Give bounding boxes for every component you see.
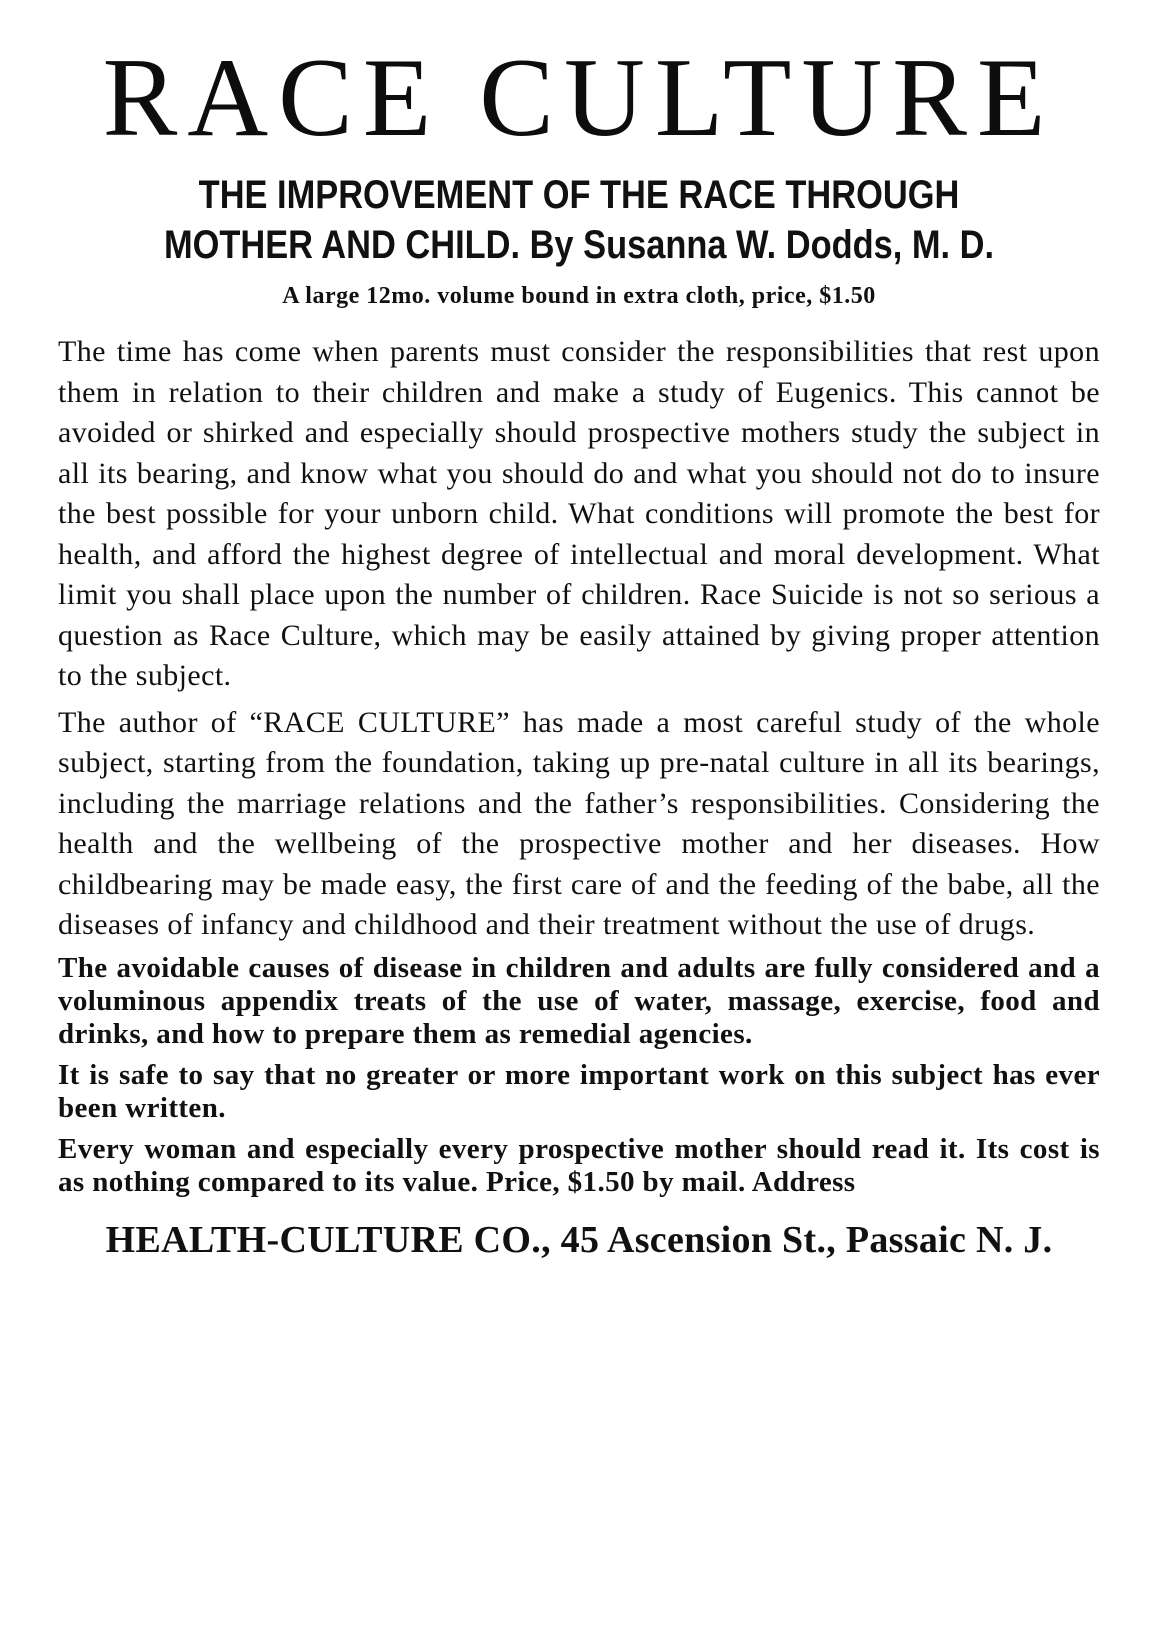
ad-subtitle [131, 170, 1027, 270]
paragraph-call-to-action: Every woman and especially every prospective mother should read it. Its cost is as nothing compared to its value. Price, $1.50 by mail. Address [58, 1132, 1100, 1198]
subtitle-line-1: THE IMPROVEMENT OF THE RACE THROUGH [198, 173, 960, 217]
price-format-line: A large 12mo. volume bound in extra cloth, price, $1.50 [282, 283, 876, 309]
paragraph-intro: The time has come when parents must consider the responsibilities that rest upon them in relation to their children and make a study of Eugenics. This cannot be avoided or shirked and especially should prospective mothers study the subject in all its bearing, and know what you should do and what you should not do to insure the best possible for your unborn child. What conditions will promote the best for health, and afford the highest degree of intellectual and moral development. What limit you shall place upon the number of children. Race Suicide is not so serious a question as Race Culture, which may be easily attained by giving proper attention to the subject. [58, 335, 1100, 692]
ad-body [58, 332, 1100, 1199]
subtitle-line-2: MOTHER AND CHILD. By Susanna W. Dodds, M. D. [163, 223, 995, 267]
ad-title: RACE CULTURE [102, 36, 1056, 160]
paragraph-causes: The avoidable causes of disease in children and adults are fully considered and a voluminous appendix treats of the use of water, massage, exercise, food and drinks, and how to prepare them as remedial agencies. [58, 951, 1100, 1050]
paragraph-importance: It is safe to say that no greater or more important work on this subject has ever been written. [58, 1058, 1100, 1124]
paragraph-author: The author of “RACE CULTURE” has made a most careful study of the whole subject, starting from the foundation, taking up pre-natal culture in all its bearings, including the marriage relations and the father’s responsibilities. Considering the health and the wellbeing of the prospective mother and her diseases. How childbearing may be made easy, the first care of and the feeding of the babe, all the diseases of infancy and childhood and their treatment without the use of drugs. [58, 705, 1100, 941]
publisher-address: HEALTH-CULTURE CO., 45 Ascension St., Passaic N. J. [105, 1218, 1053, 1261]
